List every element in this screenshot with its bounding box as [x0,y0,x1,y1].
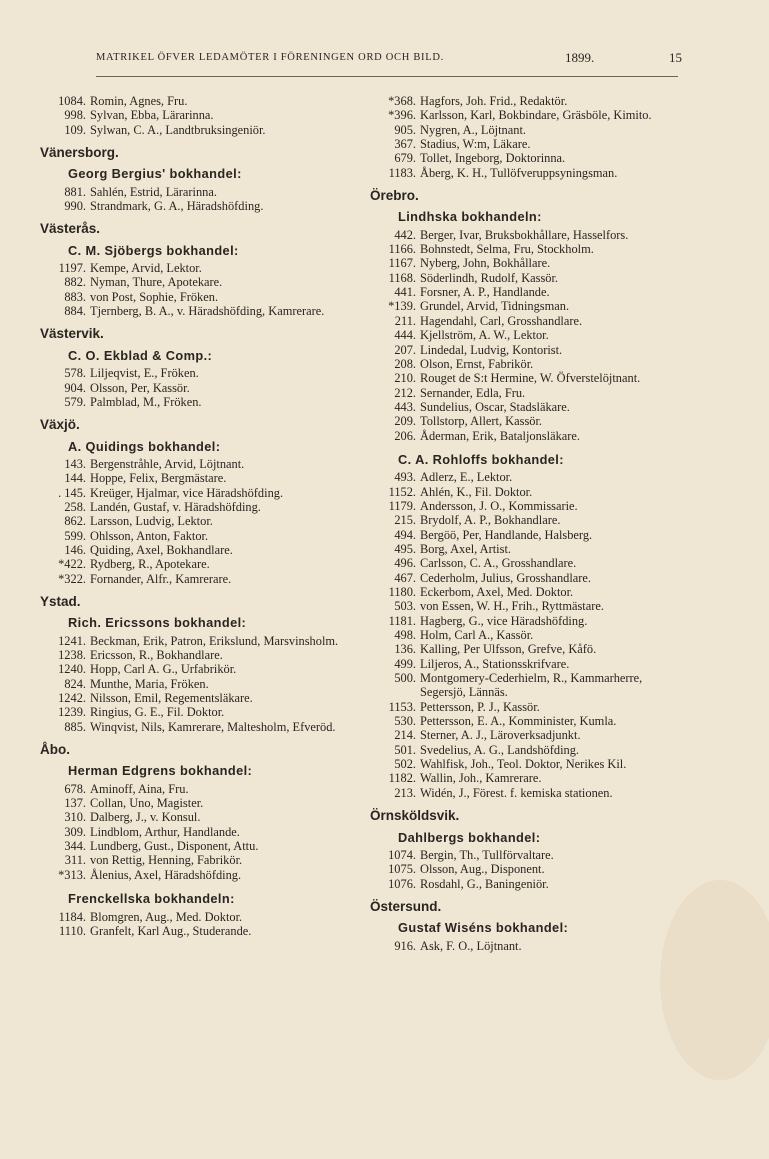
member-text: Bergenstråhle, Arvid, Löjtnant. [90,456,245,471]
member-text: Beckman, Erik, Patron, Erikslund, Marsvinsholm. [90,633,339,648]
member-number: 678. [64,781,86,796]
member-entry [40,529,355,543]
member-entry [370,299,690,313]
member-text: Tjernberg, B. A., v. Häradshöfding, Kamrerare. [90,304,325,319]
city-heading: Örnsköldsvik. [370,808,460,824]
member-entry [370,862,690,876]
member-entry [40,868,355,882]
member-entry [40,796,355,810]
member-number: 213. [394,785,416,800]
member-text: Liljeqvist, E., Fröken. [90,366,199,381]
member-number: 208. [394,356,416,371]
member-number: 824. [64,676,86,691]
member-number: 442. [394,227,416,242]
member-number: *422. [58,557,86,572]
member-number: 1076. [388,876,416,891]
member-entry [40,720,355,734]
member-text: Cederholm, Julius, Grosshandlare. [420,570,592,585]
bookstore-heading: A. Quidings bokhandel: [68,438,221,454]
member-entry [370,485,690,499]
member-entry [40,648,355,662]
member-text: Sundelius, Oscar, Stadsläkare. [420,399,570,414]
member-number: *313. [58,867,86,882]
member-entry [370,256,690,270]
member-entry [370,285,690,299]
member-entry [40,486,355,500]
member-text: Lindblom, Arthur, Handlande. [90,824,240,839]
member-text: Fornander, Alfr., Kamrerare. [90,571,232,586]
bookstore-heading: Rich. Ericssons bokhandel: [68,615,247,631]
member-text: Ringius, G. E., Fil. Doktor. [90,705,225,720]
member-text: Landén, Gustaf, v. Häradshöfding. [90,499,261,514]
member-text: Blomgren, Aug., Med. Doktor. [90,909,243,924]
member-entry [370,757,690,771]
member-number: 1182. [388,771,416,786]
member-text: Brydolf, A. P., Bokhandlare. [420,513,561,528]
member-entry [40,662,355,676]
member-number: 1197. [58,261,86,276]
member-text: Winqvist, Nils, Kamrerare, Maltesholm, Efveröd. [90,719,336,734]
member-text: Åberg, K. H., Tullöfveruppsyningsman. [420,165,618,180]
member-number: 578. [64,366,86,381]
member-entry [40,782,355,796]
right-column [370,94,690,953]
member-text: Sylvan, Ebba, Lärarinna. [90,108,214,123]
member-number: 905. [394,122,416,137]
member-number: 310. [64,810,86,825]
member-number: 1152. [388,484,416,499]
member-text: Ask, F. O., Löjtnant. [420,938,522,953]
member-number: 916. [394,938,416,953]
member-text: Romin, Agnes, Fru. [90,94,188,108]
member-text: von Post, Sophie, Fröken. [90,289,219,304]
member-entry [370,108,690,122]
member-entry [370,939,690,953]
member-number: 1183. [388,165,416,180]
member-number: 1168. [388,270,416,285]
member-entry [370,242,690,256]
member-number: 1241. [58,633,86,648]
member-number: 344. [64,839,86,854]
member-number: 882. [64,275,86,290]
member-number: 441. [394,285,416,300]
member-text: Aminoff, Aina, Fru. [90,781,189,796]
member-text: Ericsson, R., Bokhandlare. [90,648,223,662]
member-entry [370,371,690,385]
member-entry [40,572,355,586]
member-number: 1181. [388,613,416,628]
bookstore-heading: C. O. Ekblad & Comp.: [68,347,213,363]
member-text: Tollstorp, Allert, Kassör. [420,414,542,429]
member-entry [40,910,355,924]
member-text: Kjellström, A. W., Lektor. [420,328,549,343]
header-rule [96,76,678,77]
member-text: Nyman, Thure, Apotekare. [90,275,223,290]
member-text: Lundberg, Gust., Disponent, Attu. [90,839,259,854]
member-number: 1166. [388,242,416,257]
member-text: von Rettig, Henning, Fabrikör. [90,853,243,868]
member-entry [370,166,690,180]
member-entry [370,400,690,414]
member-entry [370,414,690,428]
member-entry [370,786,690,800]
member-number: 500. [394,671,416,686]
member-number: 146. [64,542,86,557]
member-entry [370,599,690,613]
member-text: von Essen, W. H., Frih., Ryttmästare. [420,599,604,614]
member-number: 498. [394,628,416,643]
member-number: 881. [64,184,86,199]
bookstore-heading: C. A. Rohloffs bokhandel: [398,451,564,467]
member-entry [370,728,690,742]
member-number: 1180. [388,585,416,599]
member-number: 1110. [59,923,86,938]
member-entry [370,556,690,570]
member-entry [370,228,690,242]
member-text: Hagberg, G., vice Häradshöfding. [420,613,588,628]
member-entry [370,528,690,542]
city-heading: Åbo. [40,742,70,758]
member-entry [370,151,690,165]
member-entry [370,585,690,599]
member-text: Olsson, Aug., Disponent. [420,862,545,877]
member-entry [370,628,690,642]
member-number: 579. [64,394,86,409]
member-entry [370,137,690,151]
member-number: 502. [394,757,416,772]
member-entry [370,499,690,513]
bookstore-heading: Dahlbergs bokhandel: [398,829,541,845]
member-number: 904. [64,380,86,395]
member-text: Strandmark, G. A., Häradshöfding. [90,199,264,214]
member-text: Lindedal, Ludvig, Kontorist. [420,342,563,357]
member-number: 215. [394,513,416,528]
member-text: Ålenius, Axel, Häradshöfding. [90,867,242,882]
member-entry [370,743,690,757]
member-number: 499. [394,656,416,671]
member-entry [370,614,690,628]
member-number: 1179. [388,498,416,513]
member-text: Kempe, Arvid, Lektor. [90,261,202,276]
member-number: 1153. [388,699,416,714]
member-text: Collan, Uno, Magister. [90,796,204,811]
member-number: 883. [64,289,86,304]
member-number: 1242. [58,691,86,706]
member-text: Ohlsson, Anton, Faktor. [90,528,209,543]
bookstore-heading: Frenckellska bokhandeln: [68,891,235,907]
member-text: Hagfors, Joh. Frid., Redaktör. [420,94,568,108]
member-entry [370,877,690,891]
member-number: *368. [388,94,416,108]
member-number: 212. [394,385,416,400]
member-text: Pettersson, E. A., Komminister, Kumla. [420,714,617,729]
member-number: 530. [394,714,416,729]
member-text: Karlsson, Karl, Bokbindare, Gräsböle, Kimito. [420,108,652,123]
member-text: Svedelius, A. G., Landshöfding. [420,742,580,757]
member-text: Adlerz, E., Lektor. [420,470,513,485]
member-entry [370,700,690,714]
header-title: MATRIKEL ÖFVER LEDAMÖTER I FÖRENINGEN ORD OCH BILD. [96,52,444,63]
member-number: 884. [64,304,86,319]
member-text: Rouget de S:t Hermine, W. Öfverstelöjtnant. [420,371,641,386]
city-heading: Ystad. [40,593,81,609]
member-text: Bergin, Th., Tullförvaltare. [420,847,554,862]
member-number: *396. [388,108,416,123]
member-number: 1239. [58,705,86,720]
member-entry [40,185,355,199]
member-text: Olson, Ernst, Fabrikör. [420,356,534,371]
member-text: Nilsson, Emil, Regementsläkare. [90,691,253,706]
member-number: *322. [58,571,86,586]
member-number: 862. [64,514,86,529]
member-number: 496. [394,556,416,571]
member-number: 109. [64,122,86,137]
member-text: Eckerbom, Axel, Med. Doktor. [420,585,574,599]
member-text: Kalling, Per Ulfsson, Grefve, Kåfö. [420,642,597,657]
member-number: 599. [64,528,86,543]
member-entry [40,634,355,648]
city-heading: Västerås. [40,221,101,237]
member-entry [370,571,690,585]
member-text: Sernander, Edla, Fru. [420,385,526,400]
page-header [96,52,688,68]
member-text: Bergöö, Per, Handlande, Halsberg. [420,527,593,542]
member-number: 367. [394,137,416,152]
member-text: Hagendahl, Carl, Grosshandlare. [420,313,583,328]
member-text: Bohnstedt, Selma, Fru, Stockholm. [420,242,594,257]
member-entry [40,839,355,853]
member-entry [370,357,690,371]
member-text: Sylwan, C. A., Landtbruksingeniör. [90,122,266,137]
member-text: Andersson, J. O., Kommissarie. [420,498,578,513]
bookstore-heading: Georg Bergius' bokhandel: [68,166,242,182]
member-entry [370,470,690,484]
member-entry [370,271,690,285]
member-text: Holm, Carl A., Kassör. [420,628,534,643]
city-heading: Örebro. [370,188,419,204]
left-column [40,94,355,938]
member-text: Munthe, Maria, Fröken. [90,676,209,691]
member-text: Kreüger, Hjalmar, vice Häradshöfding. [90,485,284,500]
member-entry [40,381,355,395]
member-text: Dalberg, J., v. Konsul. [90,810,201,825]
member-entry [40,853,355,867]
member-entry [40,108,355,122]
page-number: 15 [669,50,682,65]
city-heading: Västervik. [40,326,104,342]
member-text: Rosdahl, G., Baningeniör. [420,876,549,891]
member-number: 1240. [58,662,86,677]
member-entry [370,513,690,527]
member-entry [40,825,355,839]
member-number: 998. [64,108,86,123]
member-text: Sahlén, Estrid, Lärarinna. [90,184,217,199]
member-text: Stadius, W:m, Läkare. [420,137,531,152]
member-text: Tollet, Ingeborg, Doktorinna. [420,151,566,166]
member-entry [40,94,355,108]
member-text: Granfelt, Karl Aug., Studerande. [90,923,252,938]
member-entry [370,328,690,342]
bookstore-heading: Herman Edgrens bokhandel: [68,763,253,779]
member-number: 495. [394,541,416,556]
member-entry [40,304,355,318]
member-number: . 145. [58,485,86,500]
member-text: Nyberg, John, Bokhållare. [420,256,551,271]
member-entry [370,657,690,671]
member-text: Wallin, Joh., Kamrerare. [420,771,542,786]
member-number: 1238. [58,648,86,662]
member-number: 144. [64,471,86,486]
member-number: 990. [64,199,86,214]
member-entry [40,557,355,571]
member-entry [370,642,690,656]
member-entry [40,290,355,304]
member-number: 1084. [58,94,86,108]
member-entry [40,471,355,485]
member-entry [40,457,355,471]
member-entry [370,314,690,328]
member-entry [40,677,355,691]
city-heading: Växjö. [40,417,80,433]
member-number: 443. [394,399,416,414]
bookstore-heading: C. M. Sjöbergs bokhandel: [68,242,239,258]
bookstore-heading: Lindhska bokhandeln: [398,209,542,225]
member-entry [40,199,355,213]
member-number: 501. [394,742,416,757]
member-text: Hoppe, Felix, Bergmästare. [90,471,227,486]
member-text: Ahlén, K., Fil. Doktor. [420,484,533,499]
member-entry [40,275,355,289]
member-text: Borg, Axel, Artist. [420,541,511,556]
member-entry [370,771,690,785]
member-number: 503. [394,599,416,614]
member-entry [370,343,690,357]
member-number: 207. [394,342,416,357]
member-number: 467. [394,570,416,585]
member-number: 210. [394,371,416,386]
member-number: 214. [394,728,416,743]
member-entry [40,691,355,705]
member-text: Carlsson, C. A., Grosshandlare. [420,556,577,571]
member-entry [370,848,690,862]
member-entry [370,386,690,400]
member-number: 311. [64,853,86,868]
member-entry [370,123,690,137]
member-entry [40,705,355,719]
member-entry [370,542,690,556]
member-text: Söderlindh, Rudolf, Kassör. [420,270,559,285]
member-entry [40,395,355,409]
member-text: Sterner, A. J., Läroverksadjunkt. [420,728,581,743]
member-number: 136. [394,642,416,657]
member-entry [370,94,690,108]
bookstore-heading: Gustaf Wiséns bokhandel: [398,920,569,936]
member-text: Wahlfisk, Joh., Teol. Doktor, Nerikes Kil. [420,757,627,772]
member-number: 206. [394,428,416,443]
member-text: Liljeros, A., Stationsskrifvare. [420,656,570,671]
member-number: 211. [394,313,416,328]
member-entry [40,366,355,380]
member-number: 885. [64,719,86,734]
member-number: 679. [394,151,416,166]
city-heading: Östersund. [370,898,442,914]
member-number: 1075. [388,862,416,877]
member-entry [40,810,355,824]
member-text: Pettersson, P. J., Kassör. [420,699,540,714]
member-entry [40,500,355,514]
member-text: Quiding, Axel, Bokhandlare. [90,542,233,557]
member-entry [370,671,690,700]
member-text: Montgomery-Cederhielm, R., Kammarherre, Segersjö, Lännäs. [420,671,643,700]
member-number: 444. [394,328,416,343]
member-number: 258. [64,499,86,514]
member-text: Åderman, Erik, Bataljonsläkare. [420,428,580,443]
member-number: 137. [64,796,86,811]
member-entry [40,514,355,528]
member-text: Nygren, A., Löjtnant. [420,122,526,137]
member-entry [40,123,355,137]
member-entry [370,714,690,728]
member-text: Rydberg, R., Apotekare. [90,557,210,572]
header-year: 1899. [565,50,595,65]
member-entry [40,543,355,557]
member-text: Berger, Ivar, Bruksbokhållare, Hasselfors. [420,227,629,242]
member-entry [40,924,355,938]
member-text: Palmblad, M., Fröken. [90,394,202,409]
member-number: 1074. [388,847,416,862]
member-entry [40,261,355,275]
member-number: 494. [394,527,416,542]
city-heading: Vänersborg. [40,145,119,161]
member-text: Larsson, Ludvig, Lektor. [90,514,213,529]
member-number: 309. [64,824,86,839]
member-entry [370,429,690,443]
member-number: 143. [64,456,86,471]
member-text: Olsson, Per, Kassör. [90,380,190,395]
member-number: 209. [394,414,416,429]
member-number: 1167. [388,256,416,271]
member-number: 1184. [58,909,86,924]
member-number: 493. [394,470,416,485]
member-number: *139. [388,299,416,314]
member-text: Grundel, Arvid, Tidningsman. [420,299,570,314]
member-text: Forsner, A. P., Handlande. [420,285,550,300]
member-text: Hopp, Carl A. G., Urfabrikör. [90,662,237,677]
member-text: Widén, J., Förest. f. kemiska stationen. [420,785,613,800]
